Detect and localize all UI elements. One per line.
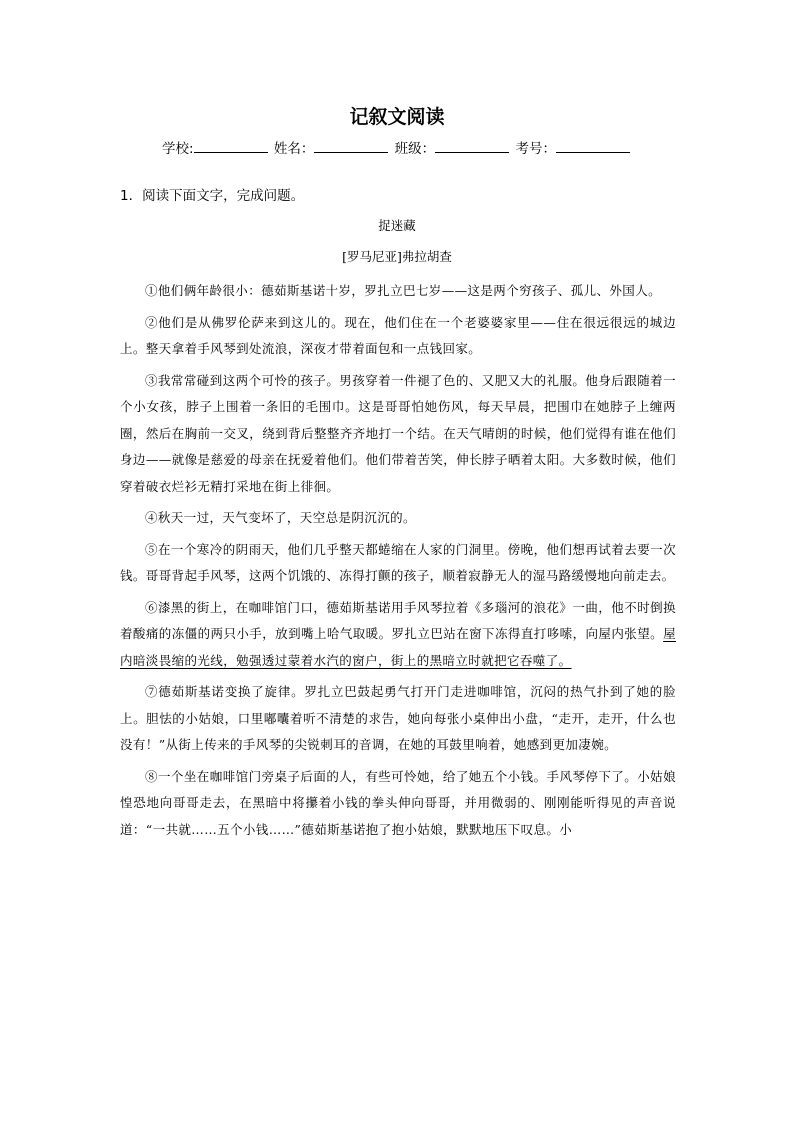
paragraph-1: ①他们俩年龄很小：德茹斯基诺十岁，罗扎立巴七岁——这是两个穷孩子、孤儿、外国人。 (145, 283, 662, 298)
passage-body (120, 278, 676, 848)
exam-number-label: 考号： (515, 141, 556, 157)
paragraph-7: ⑦德茹斯基诺变换了旋律。罗扎立巴鼓起勇气打开门走进咖啡馆，沉闷的热气扑到了她的脸上。胆怯的小姑娘，口里嘟囔着听不清楚的求告，她向每张小桌伸出小盘，“走开，走开，什么也没有！”从街上传来的手风琴的尖锐刺耳的音调，在她的耳鼓里响着，她感到更加凄婉。 (120, 684, 676, 752)
class-label: 班级： (394, 141, 436, 157)
school-label: 学校: (162, 141, 194, 157)
name-label: 姓名： (273, 141, 315, 157)
paragraph-6-text: ⑥漆黑的街上，在咖啡馆门口，德茹斯基诺用手风琴拉着《多瑙河的浪花》一曲，他不时倒换着酸痛的冻僵的两只小手，放到嘴上哈气取暖。罗扎立巴站在窗下冻得直打哆嗦，向屋内张望。 (120, 599, 676, 641)
paragraph-2: ②他们是从佛罗伦萨来到这儿的。现在，他们住在一个老婆婆家里——住在很远很远的城边上。整天拿着手风琴到处流浪，深夜才带着面包和一点钱回家。 (120, 314, 676, 356)
paragraph-8: ⑧一个坐在咖啡馆门旁桌子后面的人，有些可怜她，给了她五个小钱。手风琴停下了。小姑娘惶恐地向哥哥走去，在黑暗中将攥着小钱的拳头伸向哥哥，并用微弱的、刚刚能听得见的声音说道：“一共就……五个小钱……”德茹斯基诺抱了抱小姑娘，默默地压下叹息。小 (120, 768, 676, 837)
paragraph-3: ③我常常碰到这两个可怜的孩子。男孩穿着一件褪了色的、又肥又大的礼服。他身后跟随着一个小女孩，脖子上围着一条旧的毛围巾。这是哥哥怕她伤风，每天早晨，把围巾在她脖子上缠两圈，然后在胸前一交叉，绕到背后整整齐齐地打一个结。在天气晴朗的时候，他们觉得有谁在他们身边——就像是慈爱的母亲在抚爱着他们。他们带着苦笑，伸长脖子晒着太阳。大多数时候，他们穿着破衣烂衫无精打采地在街上徘徊。 (120, 372, 676, 494)
document-title: 记叙文阅读 (349, 106, 445, 128)
name-blank[interactable] (314, 137, 388, 153)
question-label: 1．阅读下面文字，完成问题。 (120, 188, 305, 204)
class-blank[interactable] (435, 137, 509, 153)
student-info-line (0, 137, 794, 160)
underlined-sentence: 屋内暗淡畏缩的光线，勉强透过蒙着水汽的窗户，街上的黑暗立时就把它吞噬了。 (120, 626, 676, 668)
school-blank[interactable] (194, 137, 268, 153)
paragraph-6 (120, 595, 676, 675)
passage-author: [罗马尼亚]弗拉胡查 (342, 249, 452, 264)
passage-title: 捉迷藏 (378, 218, 416, 233)
exam-number-blank[interactable] (556, 137, 630, 153)
paragraph-5: ⑤在一个寒冷的阴雨天，他们几乎整天都蜷缩在人家的门洞里。傍晚，他们想再试着去要一次钱。哥哥背起手风琴，这两个饥饿的、冻得打颤的孩子，顺着寂静无人的湿马路缓慢地向前走去。 (120, 541, 676, 583)
paragraph-4: ④秋天一过，天气变坏了，天空总是阴沉沉的。 (145, 510, 416, 525)
